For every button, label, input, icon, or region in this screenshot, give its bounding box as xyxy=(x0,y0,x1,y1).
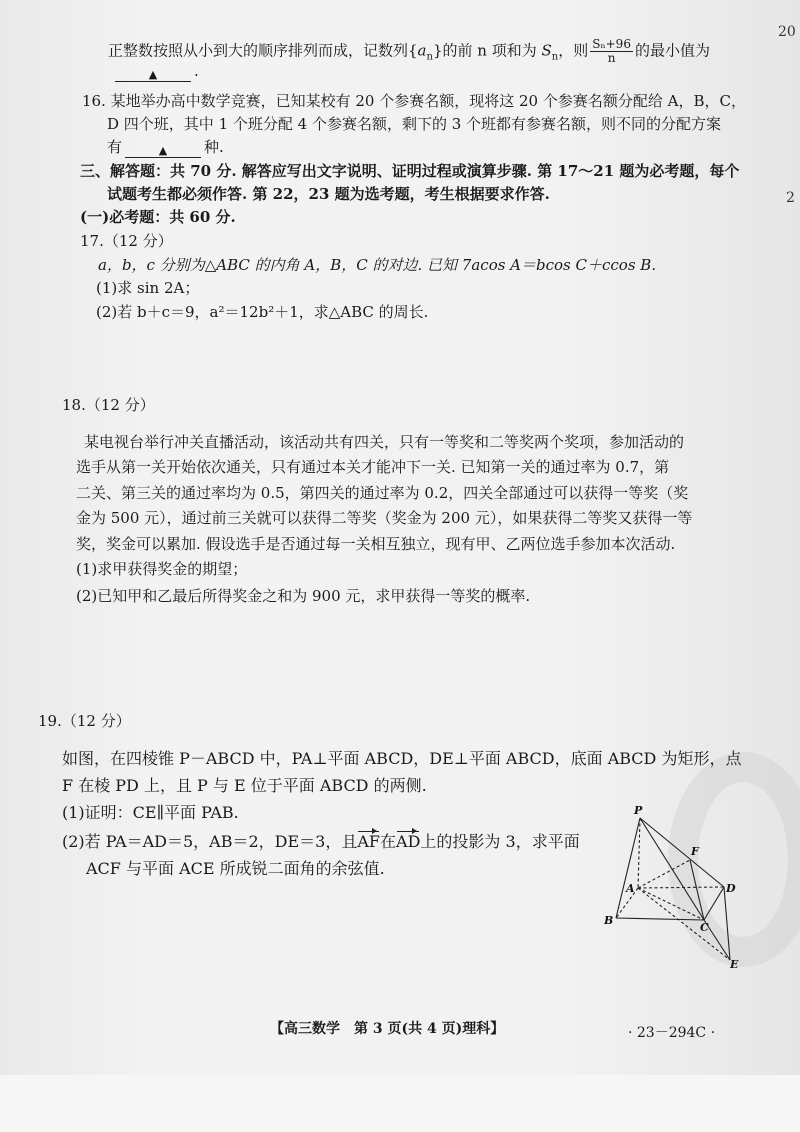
edge-cd xyxy=(704,887,724,920)
edge-pc xyxy=(640,818,704,920)
section3-heading-line2: 试题考生都必须作答. 第 22，23 题为选考题，考生根据要求作答. xyxy=(107,185,550,203)
q18-line2: 选手从第一关开始依次通关，只有通过本关才能冲下一关. 已知第一关的通过率为 0.7，第 xyxy=(76,458,670,476)
q19-part1: (1)证明：CE∥平面 PAB. xyxy=(62,803,239,822)
q16-line1: 16. 某地举办高中数学竞赛，已知某校有 20 个参赛名额，现将这 20 个参赛名额分配给 A，B，C， xyxy=(82,92,746,110)
label-a: A xyxy=(626,882,635,895)
q16-line2: D 四个班，其中 1 个班分配 4 个参赛名额，剩下的 3 个班都有参赛名额，则不同的分配方案 xyxy=(107,115,722,133)
label-p: P xyxy=(634,804,643,817)
page-margin-bottom xyxy=(0,1075,800,1132)
edge-pd xyxy=(640,818,724,887)
section3-subheading: (一)必考题：共 60 分. xyxy=(80,208,236,226)
q16-answer-blank: ▲ xyxy=(125,145,201,158)
q18-line5: 奖，奖金可以累加. 假设选手是否通过每一关相互独立，现有甲、乙两位选手参加本次活动. xyxy=(76,535,676,553)
vector-af: AF xyxy=(357,832,381,851)
label-e: E xyxy=(730,958,739,971)
label-b: B xyxy=(604,914,614,927)
edge-af xyxy=(638,860,690,888)
q17-stem: a，b，c 分别为△ABC 的内角 A，B，C 的对边. 已知 7acos A＝bcos C＋ccos B. xyxy=(98,256,657,274)
pyramid-figure xyxy=(598,800,748,972)
edge-ae xyxy=(638,888,730,960)
q18-header: 18.（12 分） xyxy=(62,396,155,414)
q18-line3: 二关、第三关的通过率均为 0.5，第四关的通过率为 0.2，四关全部通过可以获得一等奖（奖 xyxy=(76,484,689,502)
q19-line2: F 在棱 PD 上，且 P 与 E 位于平面 ABCD 的两侧. xyxy=(62,776,427,795)
q15-fraction: $\frac{\text{Sₙ+96}}{n}$ xyxy=(592,37,631,65)
q19-header: 19.（12 分） xyxy=(38,712,131,730)
edge-number-mid: 2 xyxy=(786,190,795,206)
edge-bc xyxy=(616,918,704,920)
edge-pa xyxy=(638,818,640,888)
q15-answer-blank: ▲ xyxy=(115,69,191,82)
q15-line2: ▲ . xyxy=(112,62,199,82)
section3-heading-line1: 三、解答题：共 70 分. 解答应写出文字说明、证明过程或演算步骤. 第 17～21 题为必考题，每个 xyxy=(80,162,740,180)
q19-last-line: ACF 与平面 ACE 所成锐二面角的余弦值. xyxy=(86,859,385,878)
label-d: D xyxy=(726,882,736,895)
q15-line1: 正整数按照从小到大的顺序排列而成，记数列$\{a_n\}$的前 n 项和为 $S_n$，则 $\frac{\text{Sₙ+96}}{n}$ 的最小值为 xyxy=(108,37,710,65)
q17-part2: (2)若 b＋c＝9，a²＝12b²＋1，求△ABC 的周长. xyxy=(96,303,429,321)
q18-line4: 金为 500 元），通过前三关就可以获得二等奖（奖金为 200 元），如果获得二等奖又获得一等 xyxy=(76,509,693,527)
q18-part2: (2)已知甲和乙最后所得奖金之和为 900 元，求甲获得一等奖的概率. xyxy=(76,587,531,605)
page-code: · 23－294C · xyxy=(628,1025,716,1041)
vector-ad: AD xyxy=(396,832,421,851)
edge-number-top: 20 xyxy=(778,24,796,40)
q18-part1: (1)求甲获得奖金的期望； xyxy=(76,560,248,578)
q18-line1: 某电视台举行冲关直播活动，该活动共有四关，只有一等奖和二等奖两个奖项，参加活动的 xyxy=(84,433,685,451)
q19-part2: (2)若 PA＝AD＝5，AB＝2，DE＝3，且AF在AD上的投影为 3，求平面 xyxy=(62,832,580,851)
q17-part1: (1)求 sin 2A； xyxy=(96,279,200,297)
label-f: F xyxy=(691,845,699,858)
edge-de xyxy=(724,887,730,960)
page-footer: 【高三数学 第 3 页(共 4 页)理科】 xyxy=(270,1021,505,1037)
edge-ad xyxy=(638,887,724,888)
q19-line1: 如图，在四棱锥 P－ABCD 中，PA⊥平面 ABCD，DE⊥平面 ABCD，底面 ABCD 为矩形，点 xyxy=(62,749,742,768)
q17-header: 17.（12 分） xyxy=(80,232,173,250)
label-c: C xyxy=(700,921,709,934)
q16-line3: 有 ▲ 种. xyxy=(107,138,224,157)
pyramid-diagram xyxy=(598,800,748,972)
edge-pb xyxy=(616,818,640,918)
